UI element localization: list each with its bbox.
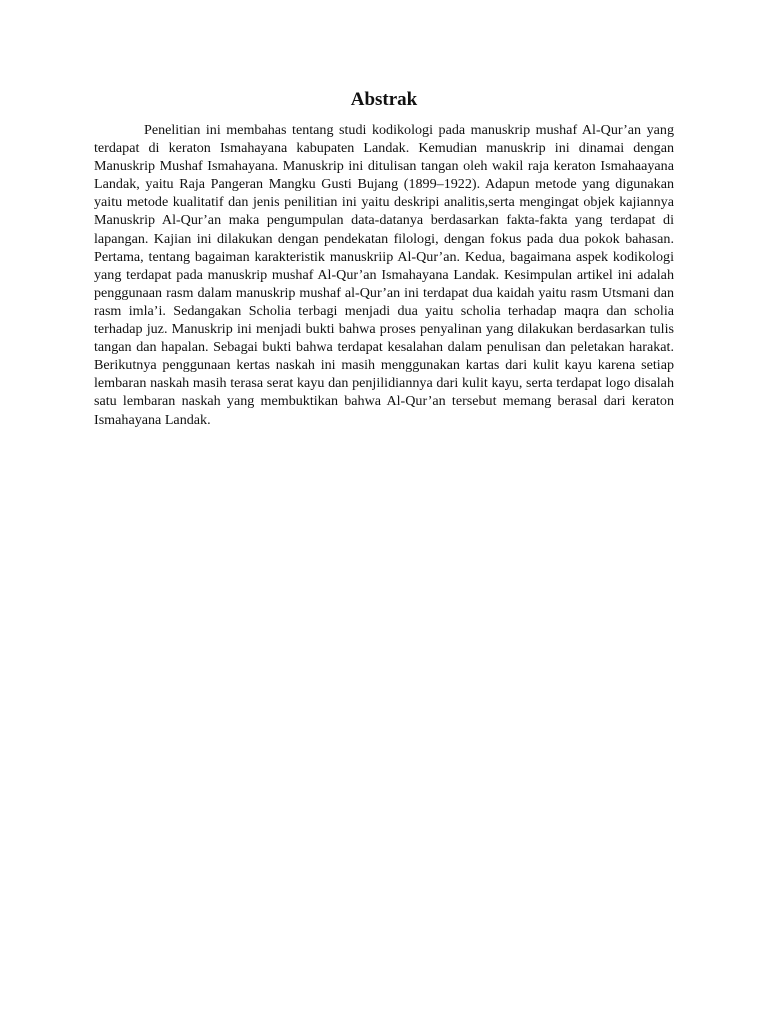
abstract-title: Abstrak	[350, 89, 418, 110]
abstract-paragraph: Penelitian ini membahas tentang studi kodikologi pada manuskrip mushaf Al-Qur’an yang terdapat di keraton Ismahayana kabupaten Landak. Kemudian manuskrip ini dinamai dengan Manuskrip Mushaf Ismahayana. Manuskrip ini ditulisan tangan oleh wakil raja keraton Ismahaayana Landak, yaitu Raja Pangeran Mangku Gusti Bujang (1899–1922). Adapun metode yang digunakan yaitu metode kualitatif dan jenis penilitian ini yaitu deskripi analitis,serta mengingat objek kajiannya Manuskrip Al-Qur’an maka pengumpulan data-datanya berdasarkan fakta-fakta yang terdapat di lapangan. Kajian ini dilakukan dengan pendekatan filologi, dengan fokus pada dua pokok bahasan. Pertama, tentang bagaiman karakteristik manuskriip Al-Qur’an. Kedua, bagaimana aspek kodikologi yang terdapat pada manuskrip mushaf Al-Qur’an Ismahayana Landak. Kesimpulan artikel ini adalah penggunaan rasm dalam manuskrip mushaf al-Qur’an ini terdapat dua kaidah yaitu rasm Utsmani dan rasm imla’i. Sedangakan Scholia terbagi menjadi dua yaitu scholia terhadap maqra dan scholia terhadap juz. Manuskrip ini menjadi bukti bahwa proses penyalinan yang dilakukan berdasarkan tulis tangan dan hapalan. Sebagai bukti bahwa terdapat kesalahan dalam penulisan dan peletakan harakat. Berikutnya penggunaan kertas naskah ini masih menggunakan kartas dari kulit kayu karena setiap lembaran naskah masih terasa serat kayu dan penjilidiannya dari kulit kayu, serta terdapat logo disalah satu lembaran naskah yang membuktikan bahwa Al-Qur’an tersebut memang berasal dari keraton Ismahayana Landak.	[94, 122, 674, 428]
